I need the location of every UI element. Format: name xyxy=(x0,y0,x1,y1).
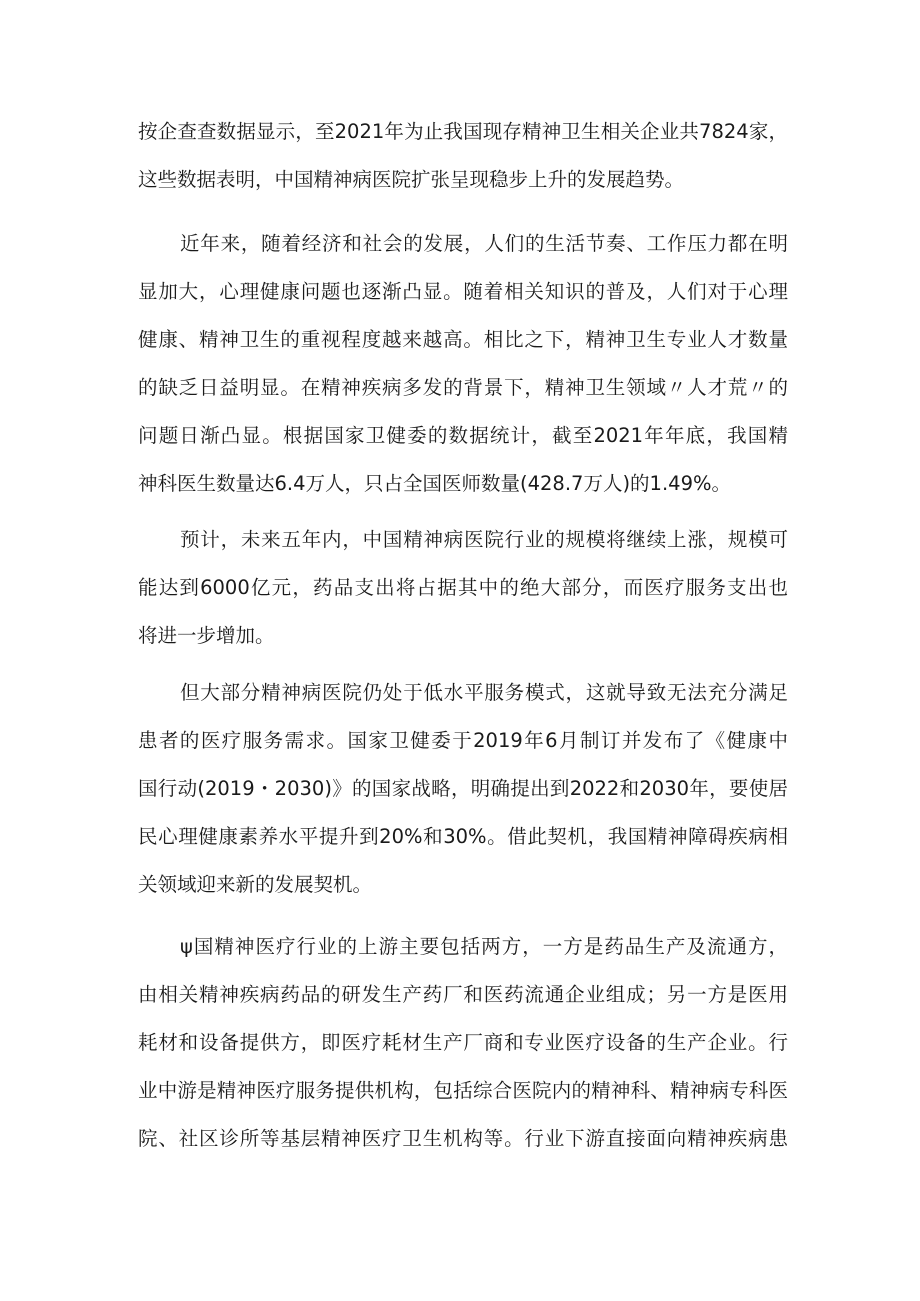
paragraph-2-line-6: 神科医生数量达6.4万人，只占全国医师数量(428.7万人)的1.49%。 xyxy=(138,472,731,495)
paragraph-3-line-3: 将进一步增加。 xyxy=(138,624,275,647)
paragraph-4-line-5: 关领域迎来新的发展契机。 xyxy=(138,873,373,896)
paragraph-3-line-1: 预计，未来五年内，中国精神病医院行业的规模将继续上涨，规模可 xyxy=(180,528,788,551)
paragraph-4-line-4: 民心理健康素养水平提升到20%和30%。借此契机，我国精神障碍疾病相 xyxy=(138,825,788,848)
paragraph-4-line-1: 但大部分精神病医院仍处于低水平服务模式，这就导致无法充分满足 xyxy=(180,681,788,704)
paragraph-3-line-2: 能达到6000亿元，药品支出将占据其中的绝大部分，而医疗服务支出也 xyxy=(138,576,788,599)
paragraph-2-line-3: 健康、精神卫生的重视程度越来越高。相比之下，精神卫生专业人才数量 xyxy=(138,328,788,351)
paragraph-2-line-5: 问题日渐凸显。根据国家卫健委的数据统计，截至2021年年底，我国精 xyxy=(138,424,788,447)
paragraph-1-line-1: 按企查查数据显示，至2021年为止我国现存精神卫生相关企业共7824家， xyxy=(138,120,788,143)
paragraph-5-line-4: 业中游是精神医疗服务提供机构，包括综合医院内的精神科、精神病专科医 xyxy=(138,1079,788,1102)
paragraph-2-line-2: 显加大，心理健康问题也逐渐凸显。随着相关知识的普及，人们对于心理 xyxy=(138,280,788,303)
paragraph-2-line-4: 的缺乏日益明显。在精神疾病多发的背景下，精神卫生领域〃人才荒〃的 xyxy=(138,376,788,399)
paragraph-2-line-1: 近年来，随着经济和社会的发展，人们的生活节奏、工作压力都在明 xyxy=(180,232,788,255)
paragraph-5-line-5: 院、社区诊所等基层精神医疗卫生机构等。行业下游直接面向精神疾病患 xyxy=(138,1127,788,1150)
paragraph-4-line-3: 国行动(2019・2030)》的国家战略，明确提出到2022和2030年，要使居 xyxy=(138,777,788,800)
paragraph-5-line-1: ψ国精神医疗行业的上游主要包括两方，一方是药品生产及流通方， xyxy=(180,935,788,958)
paragraph-5-line-2: 由相关精神疾病药品的研发生产药厂和医药流通企业组成；另一方是医用 xyxy=(138,983,788,1006)
paragraph-1-line-2: 这些数据表明，中国精神病医院扩张呈现稳步上升的发展趋势。 xyxy=(138,168,685,191)
paragraph-4-line-2: 患者的医疗服务需求。国家卫健委于2019年6月制订并发布了《健康中 xyxy=(138,729,788,752)
paragraph-5-line-3: 耗材和设备提供方，即医疗耗材生产厂商和专业医疗设备的生产企业。行 xyxy=(138,1031,788,1054)
